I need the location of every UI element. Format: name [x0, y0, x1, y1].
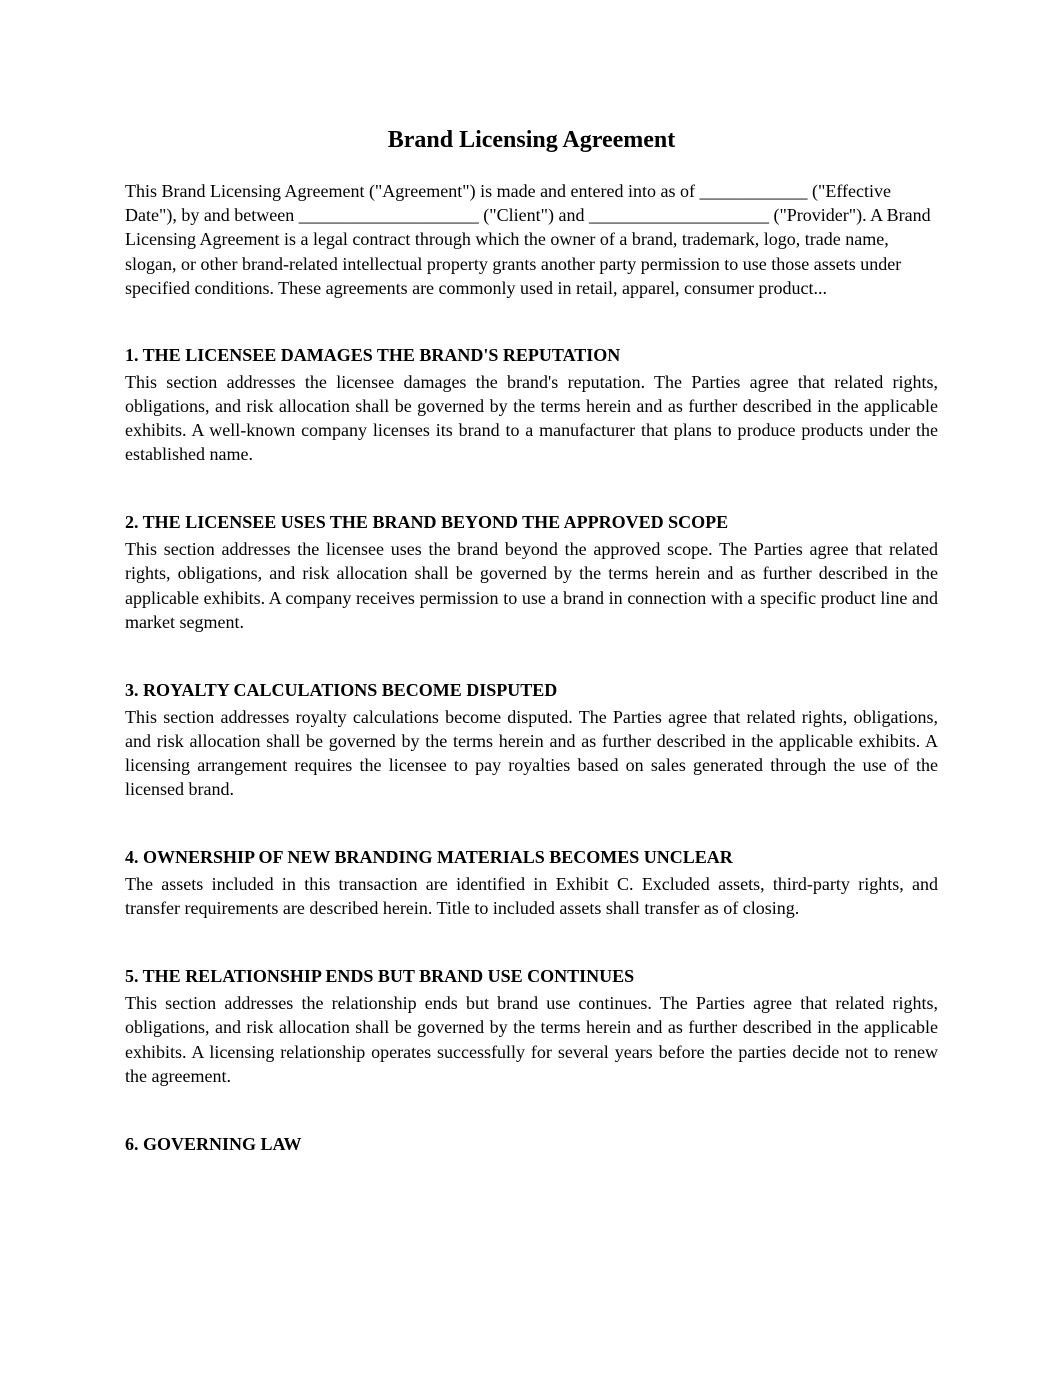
section-body: This section addresses royalty calculations become disputed. The Parties agree that related rights, obligations, and risk allocation shall be governed by the terms herein and as further described in the applicable exhibits. A licensing arrangement requires the licensee to pay royalties based on sales generated through the use of the licensed brand. [125, 706, 938, 800]
section-body: This section addresses the licensee damages the brand's reputation. The Parties agree that related rights, obligations, and risk allocation shall be governed by the terms herein and as further described in the applicable exhibits. A well-known company licenses its brand to a manufacturer that plans to produce products under the established name. [125, 372, 938, 465]
section-body: The assets included in this transaction are identified in Exhibit C. Excluded assets, third-party rights, and transfer requirements are described herein. Title to included assets shall transfer as of closing. [125, 874, 938, 919]
section-heading: 4. OWNERSHIP OF NEW BRANDING MATERIALS BECOMES UNCLEAR [125, 847, 733, 868]
document-title: Brand Licensing Agreement [387, 127, 676, 153]
section-3 [125, 678, 938, 801]
section-6 [125, 1132, 938, 1156]
section-heading: 5. THE RELATIONSHIP ENDS BUT BRAND USE CONTINUES [125, 966, 635, 987]
section-1 [125, 343, 938, 466]
section-heading: 2. THE LICENSEE USES THE BRAND BEYOND THE APPROVED SCOPE [125, 512, 729, 533]
section-5 [125, 964, 938, 1087]
intro-paragraph: This Brand Licensing Agreement ("Agreement") is made and entered into as of ____________ ("Effective Date"), by and between ____________________ ("Client") and ____________________ ("Provider"). A Brand Licensing Agreement is a legal contract through which the owner of a brand, trademark, logo, trade name, slogan, or other brand-related intellectual property grants another party permission to use those assets under specified conditions. These agreements are commonly used in retail, apparel, consumer product... [125, 181, 931, 298]
section-2 [125, 510, 938, 633]
section-heading: 6. GOVERNING LAW [125, 1133, 302, 1154]
section-body: This section addresses the relationship ends but brand use continues. The Parties agree that related rights, obligations, and risk allocation shall be governed by the terms herein and as further described in the applicable exhibits. A licensing relationship operates successfully for several years before the parties decide not to renew the agreement. [125, 993, 938, 1086]
section-heading: 1. THE LICENSEE DAMAGES THE BRAND'S REPUTATION [125, 345, 621, 366]
section-body: This section addresses the licensee uses the brand beyond the approved scope. The Parties agree that related rights, obligations, and risk allocation shall be governed by the terms herein and as further described in the applicable exhibits. A company receives permission to use a brand in connection with a specific product line and market segment. [125, 539, 938, 632]
section-heading: 3. ROYALTY CALCULATIONS BECOME DISPUTED [125, 679, 558, 700]
section-4 [125, 845, 938, 920]
